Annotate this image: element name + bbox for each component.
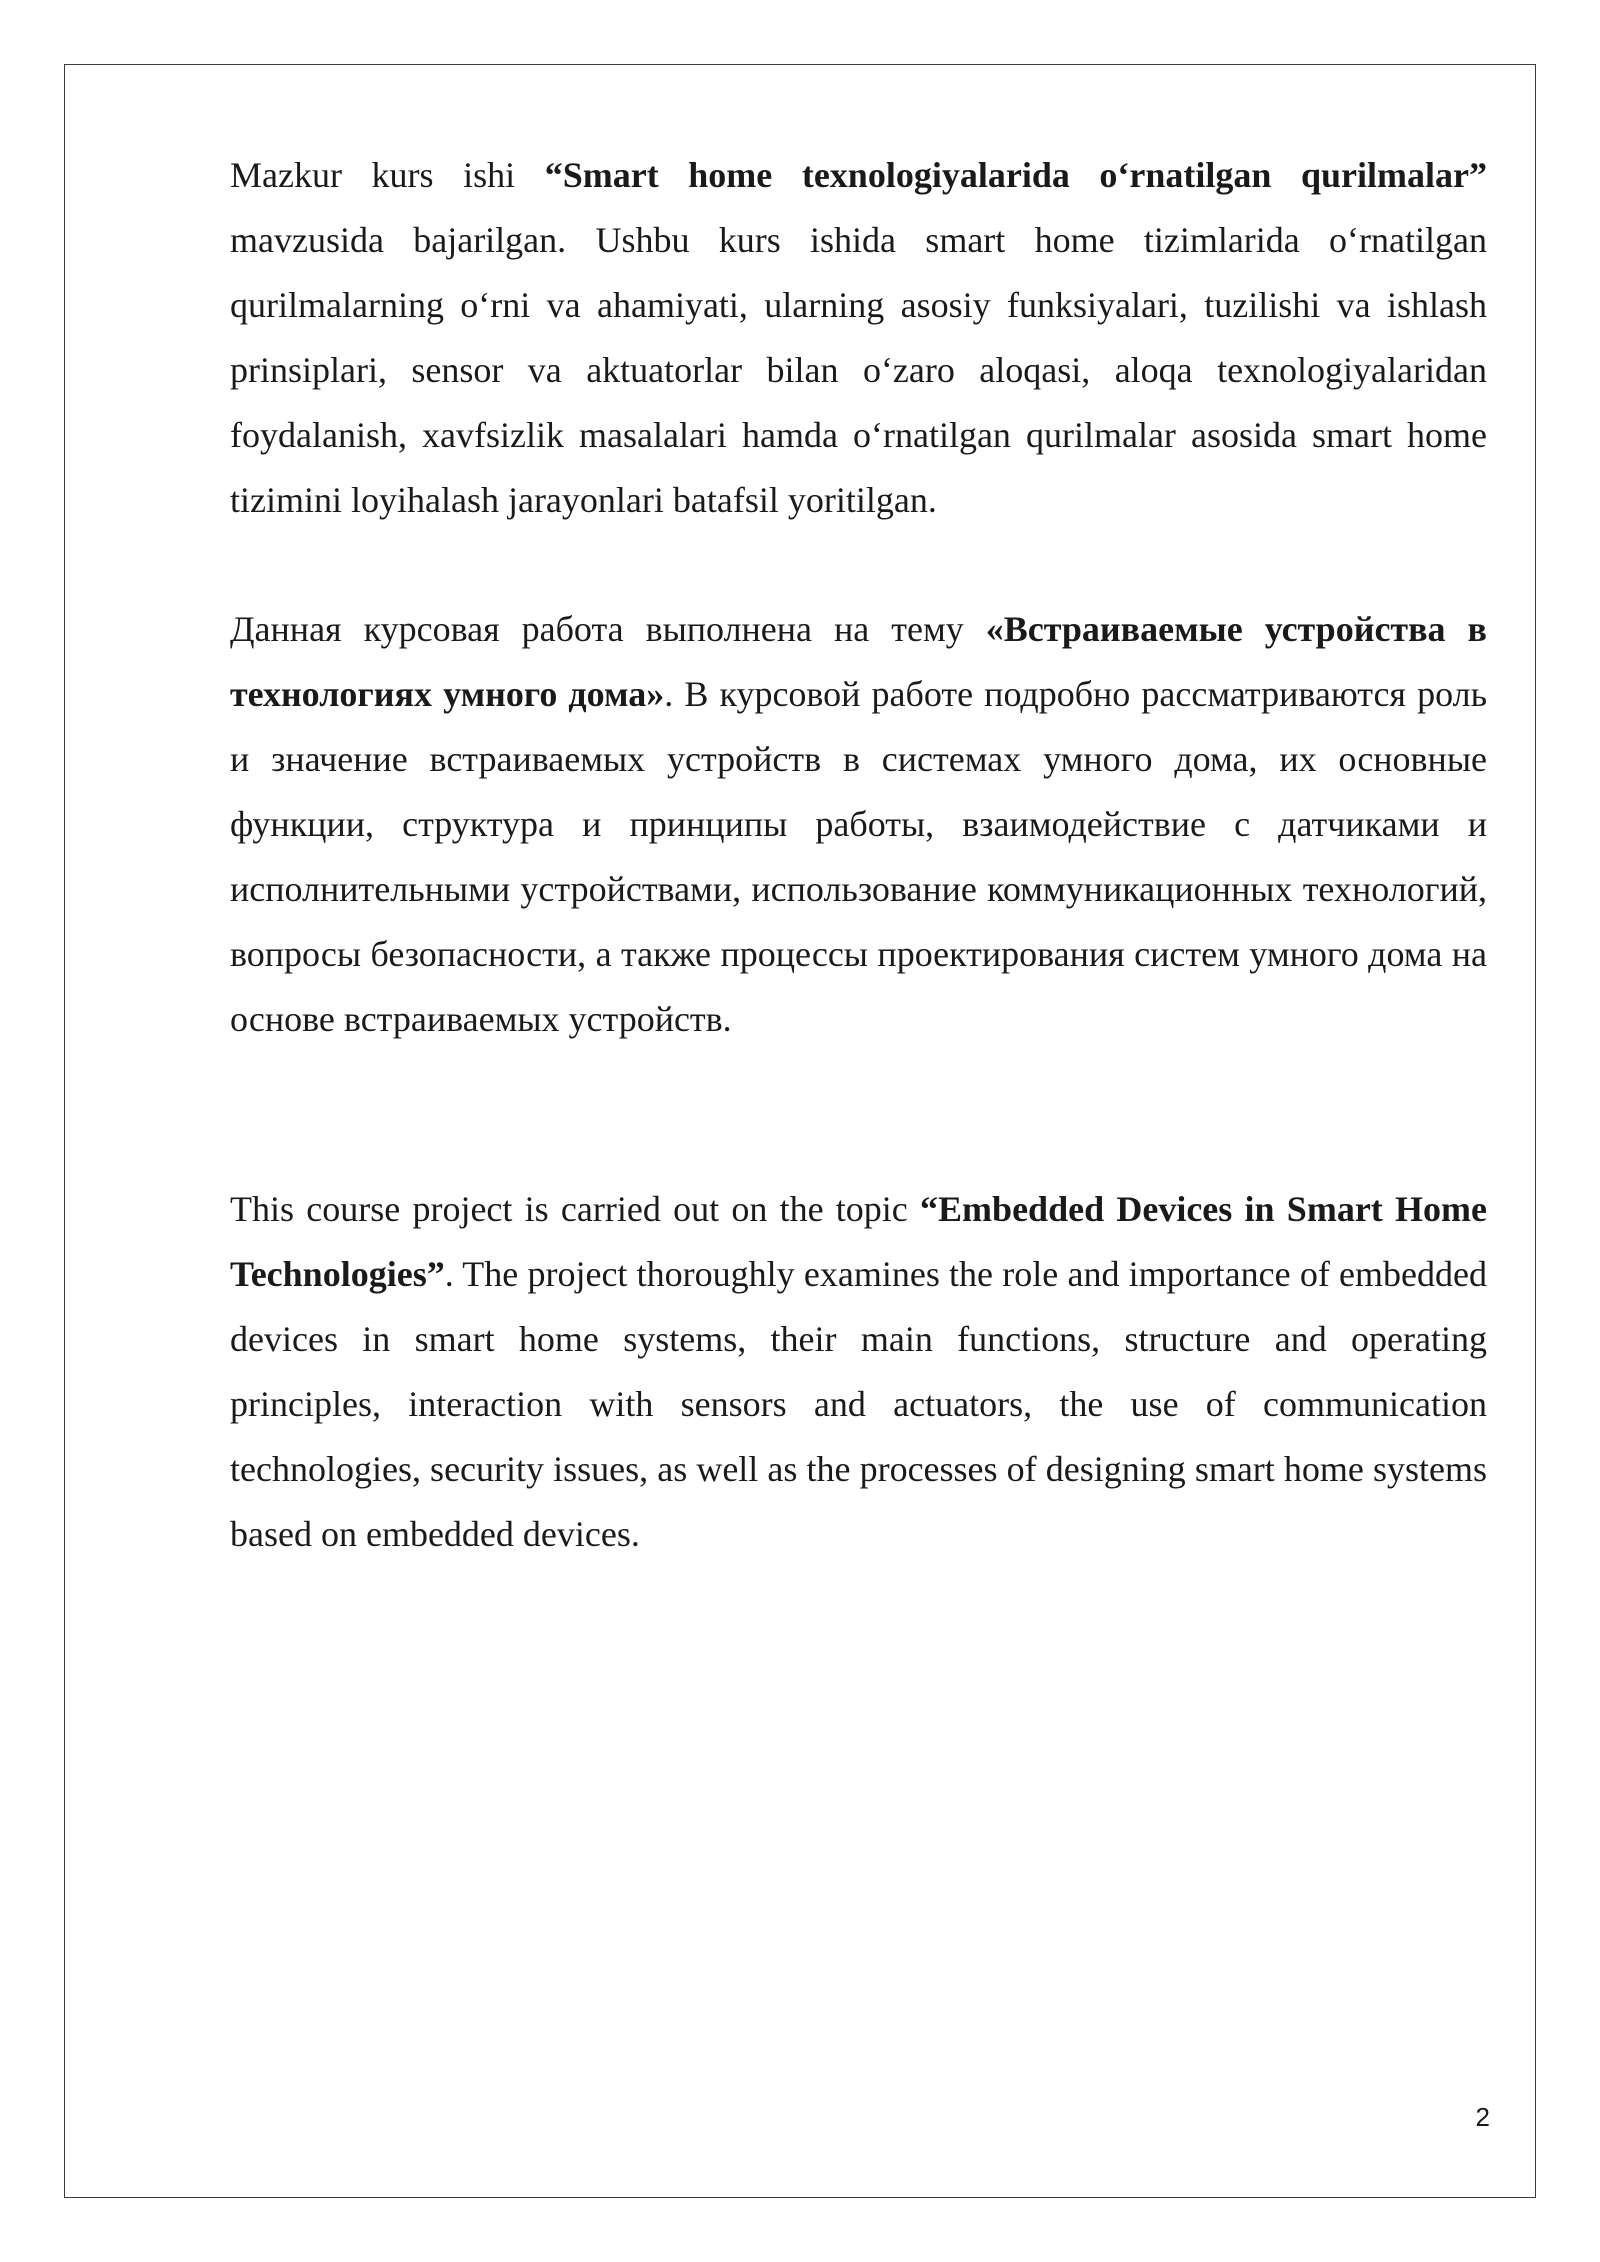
abstract-body-uzbek: mavzusida bajarilgan. Ushbu kurs ishida smart home tizimlarida oʻrnatilgan qurilmalarning oʻrni va ahamiyati, ularning asosiy funksiyalari, tuzilishi va ishlash prinsiplari, sensor va aktuatorlar bilan oʻzaro aloqasi, aloqa texnologiyalaridan foydalanish, xavfsizlik masalalari hamda oʻrnatilgan qurilmalar asosida smart home tizimini loyihalash jarayonlari batafsil yoritilgan.: [230, 220, 1487, 520]
abstract-lead-english: This course project is carried out on the topic: [230, 1189, 921, 1229]
abstract-body-english: . The project thoroughly examines the role and importance of embedded devices in smart home systems, their main functions, structure and operating principles, interaction with sensors and actuators, the use of communication technologies, security issues, as well as the processes of designing smart home systems based on embedded devices.: [230, 1254, 1487, 1554]
abstract-lead-uzbek: Mazkur kurs ishi: [230, 155, 545, 195]
abstract-lead-russian: Данная курсовая работа выполнена на тему: [230, 609, 986, 649]
abstract-title-russian: «Встраиваемые устройства в технологиях умного дома»: [230, 609, 1487, 714]
page-number: 2: [1475, 2102, 1490, 2132]
abstract-paragraph-uzbek: [230, 143, 1487, 533]
abstract-title-english: “Embedded Devices in Smart Home Technologies”: [230, 1189, 1487, 1294]
abstract-title-uzbek: “Smart home texnologiyalarida oʻrnatilgan qurilmalar”: [544, 155, 1487, 195]
abstract-paragraph-russian: [230, 597, 1487, 1052]
abstract-paragraph-english: [230, 1177, 1487, 1567]
abstract-body-russian: . В курсовой работе подробно рассматриваются роль и значение встраиваемых устройств в системах умного дома, их основные функции, структура и принципы работы, взаимодействие с датчиками и исполнительными устройствами, использование коммуникационных технологий, вопросы безопасности, а также процессы проектирования систем умного дома на основе встраиваемых устройств.: [230, 674, 1488, 1039]
